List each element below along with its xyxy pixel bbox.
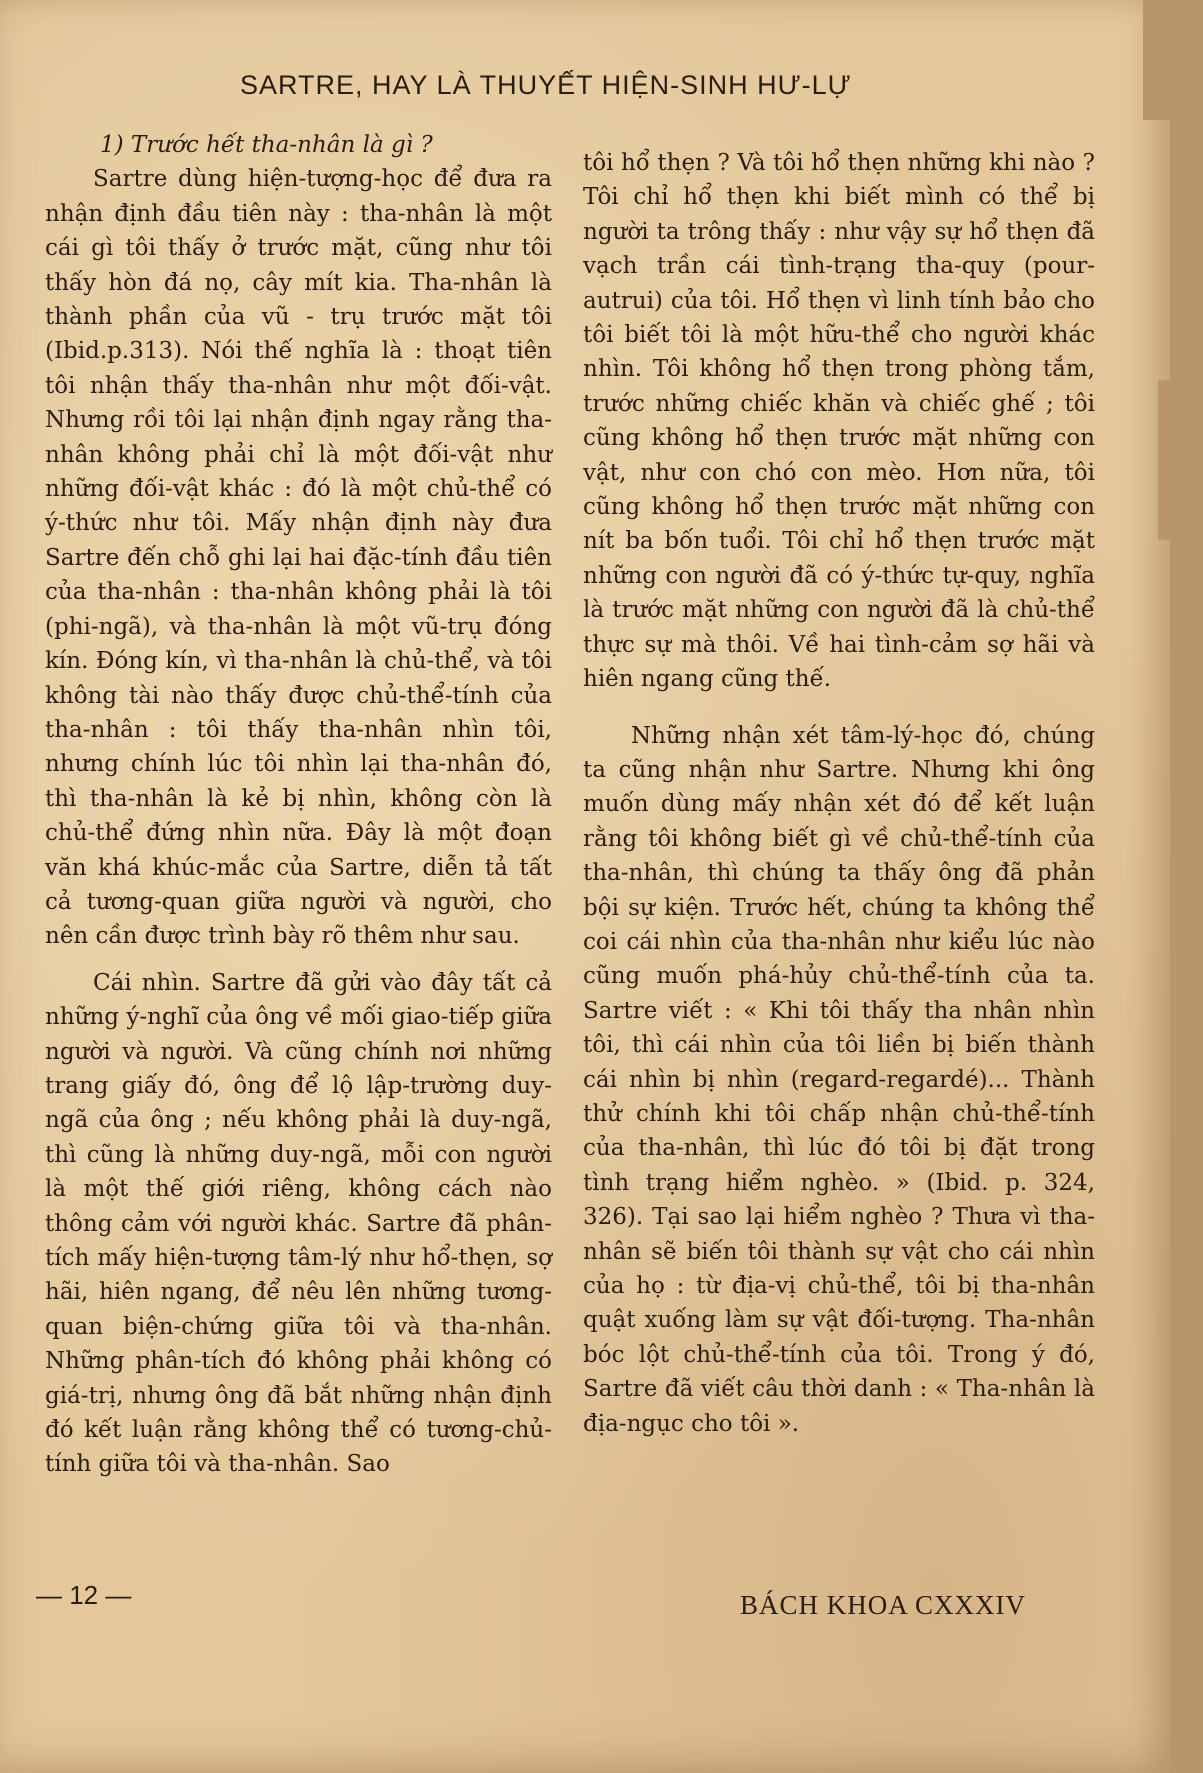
paragraph-3: tôi hổ thẹn ? Và tôi hổ thẹn những khi nào ? Tôi chỉ hổ thẹn khi biết mình có thể bị người ta trông thấy : như vậy sự hổ thẹn đã vạch trần cái tình-trạng tha-quy (pour-autrui) của tôi. Hổ thẹn vì linh tính bảo cho tôi biết tôi là một hữu-thể cho người khác nhìn. Tôi không hổ thẹn trong phòng tắm, trước những chiếc khăn và chiếc ghế ; tôi cũng không hổ thẹn trước mặt những con vật, như con chó con mèo. Hơn nữa, tôi cũng không hổ thẹn trước mặt những con nít ba bốn tuổi. Tôi chỉ hổ thẹn trước mặt những con người đã có ý-thức tự-quy, nghĩa là trước mặt những con người đã là chủ-thể thực sự mà thôi. Về hai tình-cảm sợ hãi và hiên ngang cũng thế.	[583, 150, 1095, 693]
paragraph-2: Cái nhìn. Sartre đã gửi vào đây tất cả những ý-nghĩ của ông về mối giao-tiếp giữa người và người. Và cũng chính nơi những trang giấy đó, ông để lộ lập-trường duy-ngã của ông ; nếu không phải là duy-ngã, thì cũng là những duy-ngã, mỗi con người là một thế giới riêng, không cách nào thông cảm với người khác. Sartre đã phân-tích mấy hiện-tượng tâm-lý như hổ-thẹn, sợ hãi, hiên ngang, để nêu lên những tương-quan biện-chứng giữa tôi và tha-nhân. Những phân-tích đó không phải không có giá-trị, nhưng ông đã bắt những nhận định đó kết luận rằng không thể có tương-chủ-tính giữa tôi và tha-nhân. Sao	[45, 969, 552, 1478]
torn-edge	[1158, 380, 1203, 540]
left-column	[45, 128, 552, 1482]
page-number: — 12 —	[36, 1580, 132, 1610]
torn-edge	[1143, 0, 1203, 120]
right-column	[583, 146, 1095, 1441]
running-header: SARTRE, HAY LÀ THUYẾT HIỆN-SINH HƯ-LỰ	[240, 70, 852, 100]
paragraph-1: Sartre dùng hiện-tượng-học để đưa ra nhận định đầu tiên này : tha-nhân là một cái gì tôi thấy ở trước mặt, cũng như tôi thấy hòn đá nọ, cây mít kia. Tha-nhân là thành phần của vũ - trụ trước mặt tôi (Ibid.p.313). Nói thế nghĩa là : thoạt tiên tôi nhận thấy tha-nhân như một đối-vật. Nhưng rồi tôi lại nhận định ngay rằng tha-nhân không phải chỉ là một đối-vật như những đối-vật khác : đó là một chủ-thể có ý-thức như tôi. Mấy nhận định này đưa Sartre đến chỗ ghi lại hai đặc-tính đầu tiên của tha-nhân : tha-nhân không phải là tôi (phi-ngã), và tha-nhân là một vũ-trụ đóng kín. Đóng kín, vì tha-nhân là chủ-thể, và tôi không tài nào thấy được chủ-thể-tính của tha-nhân : tôi thấy tha-nhân nhìn tôi, nhưng chính lúc tôi nhìn lại tha-nhân đó, thì tha-nhân là kẻ bị nhìn, không còn là chủ-thể đứng nhìn nữa. Đây là một đoạn văn khá khúc-mắc của Sartre, diễn tả tất cả tương-quan giữa người và người, cho nên cần được trình bày rõ thêm như sau.	[45, 166, 552, 950]
paragraph-4: Những nhận xét tâm-lý-học đó, chúng ta cũng nhận như Sartre. Nhưng khi ông muốn dùng mấy nhận xét đó để kết luận rằng tôi không biết gì về chủ-thể-tính của tha-nhân, thì chúng ta thấy ông đã phản bội sự kiện. Trước hết, chúng ta không thể coi cái nhìn của tha-nhân như kiểu lúc nào cũng muốn phá-hủy chủ-thể-tính của ta. Sartre viết : « Khi tôi thấy tha nhân nhìn tôi, thì cái nhìn của tôi liền bị biến thành cái nhìn bị nhìn (regard-regardé)... Thành thử chính khi tôi chấp nhận chủ-thể-tính của tha-nhân, thì lúc đó tôi bị đặt trong tình trạng hiểm nghèo. » (Ibid. p. 324, 326). Tại sao lại hiểm nghèo ? Thưa vì tha-nhân sẽ biến tôi thành sự vật cho cái nhìn của họ : từ địa-vị chủ-thể, tôi bị tha-nhân quật xuống làm sự vật đối-tượng. Tha-nhân bóc lột chủ-thể-tính của tôi. Trong ý đó, Sartre đã viết câu thời danh : « Tha-nhân là địa-ngục cho tôi ».	[583, 722, 1095, 1437]
page-edge	[1170, 540, 1203, 1773]
section-heading: 1) Trước hết tha-nhân là gì ?	[100, 132, 433, 158]
magazine-issue: BÁCH KHOA CXXXIV	[740, 1590, 1027, 1620]
